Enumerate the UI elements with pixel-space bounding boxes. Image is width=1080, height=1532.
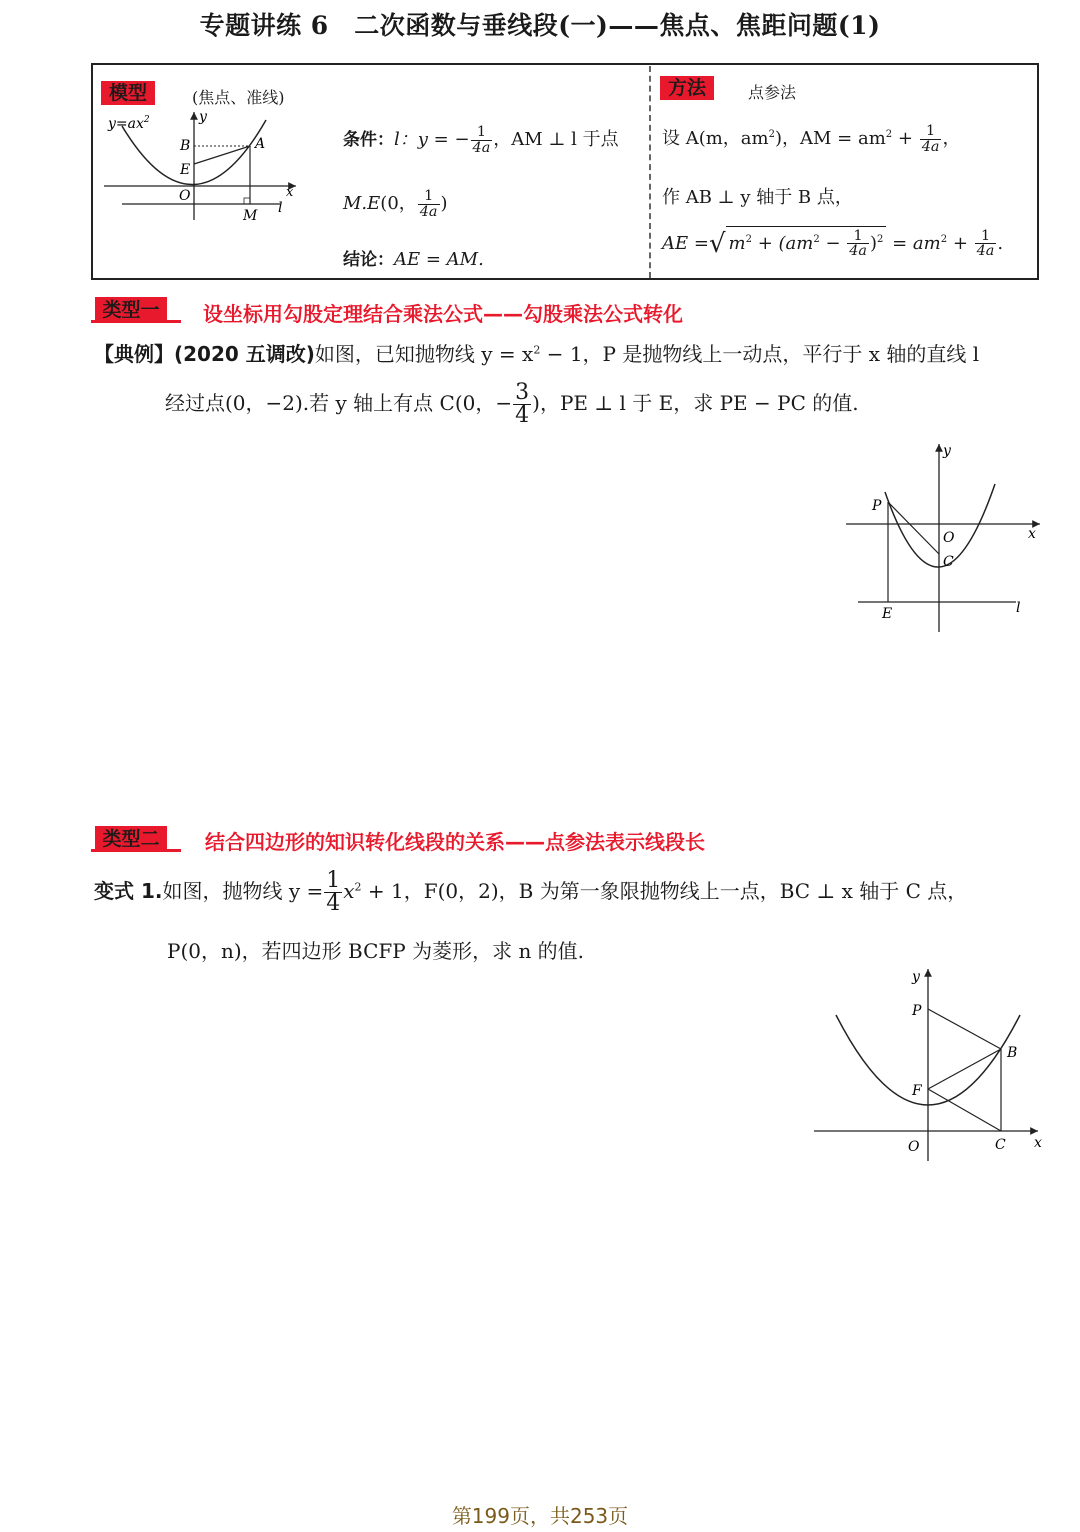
page-indicator: 第199页，共253页 (451, 1504, 629, 1528)
type2-label-B: B (1007, 1045, 1018, 1061)
type1-segment-PC (888, 502, 939, 554)
type1-label-l: l (1016, 600, 1021, 616)
model-label-O: O (179, 188, 191, 204)
type1-label-x: x (1028, 526, 1036, 542)
type2-label-x: x (1034, 1135, 1042, 1151)
type2-label-P: P (912, 1003, 922, 1019)
type1-graph (842, 440, 1052, 635)
model-tag: 模型 (101, 81, 155, 105)
type2-segment-PB (928, 1009, 1001, 1049)
type2-variant-line-1: 变式 1.如图，抛物线 y = $\frac{1}{4}$ $x^2 + 1$，F(0，2)，B 为第一象限抛物线上一点，BC ⊥ x 轴于 C 点， (94, 868, 968, 916)
box-divider (649, 66, 651, 278)
type1-heading: 设坐标用勾股定理结合乘法公式——勾股乘法公式转化 (203, 302, 683, 326)
model-conclusion: 结论：AE = AM. (343, 249, 484, 270)
model-label-M: M (243, 208, 258, 224)
type2-variant-line-2: P(0，n)，若四边形 BCFP 为菱形，求 n 的值. (167, 939, 585, 963)
type2-segment-FB (928, 1049, 1001, 1089)
type2-graph (810, 965, 1050, 1165)
type2-tag: 类型二 (95, 826, 167, 852)
model-label-B: B (180, 138, 191, 154)
method-line-3: AE =√ $m^2 + (am^2$ − $\frac{1}{4a}$ )$^2 = am^2$ + $\frac{1}{4a}$ . (662, 228, 1004, 260)
type2-heading: 结合四边形的知识转化线段的关系——点参法表示线段长 (205, 830, 705, 854)
method-subtitle: 点参法 (748, 83, 797, 102)
type2-segment-FC (928, 1089, 1001, 1131)
type1-label-y: y (943, 443, 951, 459)
model-condition: 条件：l：y = − $\frac{1}{4a}$ ，AM ⊥ l 于点 (343, 124, 619, 156)
page-title: 专题讲练 6 二次函数与垂线段(一)——焦点、焦距问题(1) (199, 11, 881, 40)
model-point: M.E(0， $\frac{1}{4a}$ ) (343, 188, 448, 220)
model-subtitle: (焦点、准线) (192, 88, 285, 107)
model-right-angle (244, 198, 250, 204)
model-label-l: l (278, 200, 283, 216)
type2-label-y: y (912, 969, 920, 985)
model-label-A: A (255, 136, 266, 152)
type1-label-C: C (943, 554, 954, 570)
type1-example-line-1: 【典例】(2020 五调改)如图，已知抛物线 $y = x^2 - 1$，P 是抛物线上一动点，平行于 x 轴的直线 l (94, 342, 980, 366)
method-line-1: 设 A(m，$am^2$)，AM = $am^2$ + $\frac{1}{4a}$ ， (662, 123, 961, 155)
type1-label-O: O (943, 530, 955, 546)
type1-label-E: E (882, 606, 893, 622)
type2-label-F: F (912, 1083, 922, 1099)
type1-label-P: P (872, 498, 882, 514)
type1-parabola (885, 484, 995, 567)
type2-label-O: O (908, 1139, 920, 1155)
model-label-curve: $y=ax^2$ (108, 115, 150, 132)
model-label-E: E (180, 162, 191, 178)
type1-example-line-2: 经过点(0，−2).若 y 轴上有点 C(0，− $\frac{3}{4}$ )，PE ⊥ l 于 E，求 PE − PC 的值. (165, 380, 859, 428)
method-line-2: 作 AB ⊥ y 轴于 B 点， (662, 187, 853, 208)
model-label-y: y (199, 109, 207, 125)
method-tag: 方法 (660, 76, 714, 100)
type2-label-C: C (995, 1137, 1006, 1153)
model-label-x: x (286, 185, 294, 200)
type1-tag: 类型一 (95, 297, 167, 323)
model-graph (100, 106, 310, 226)
